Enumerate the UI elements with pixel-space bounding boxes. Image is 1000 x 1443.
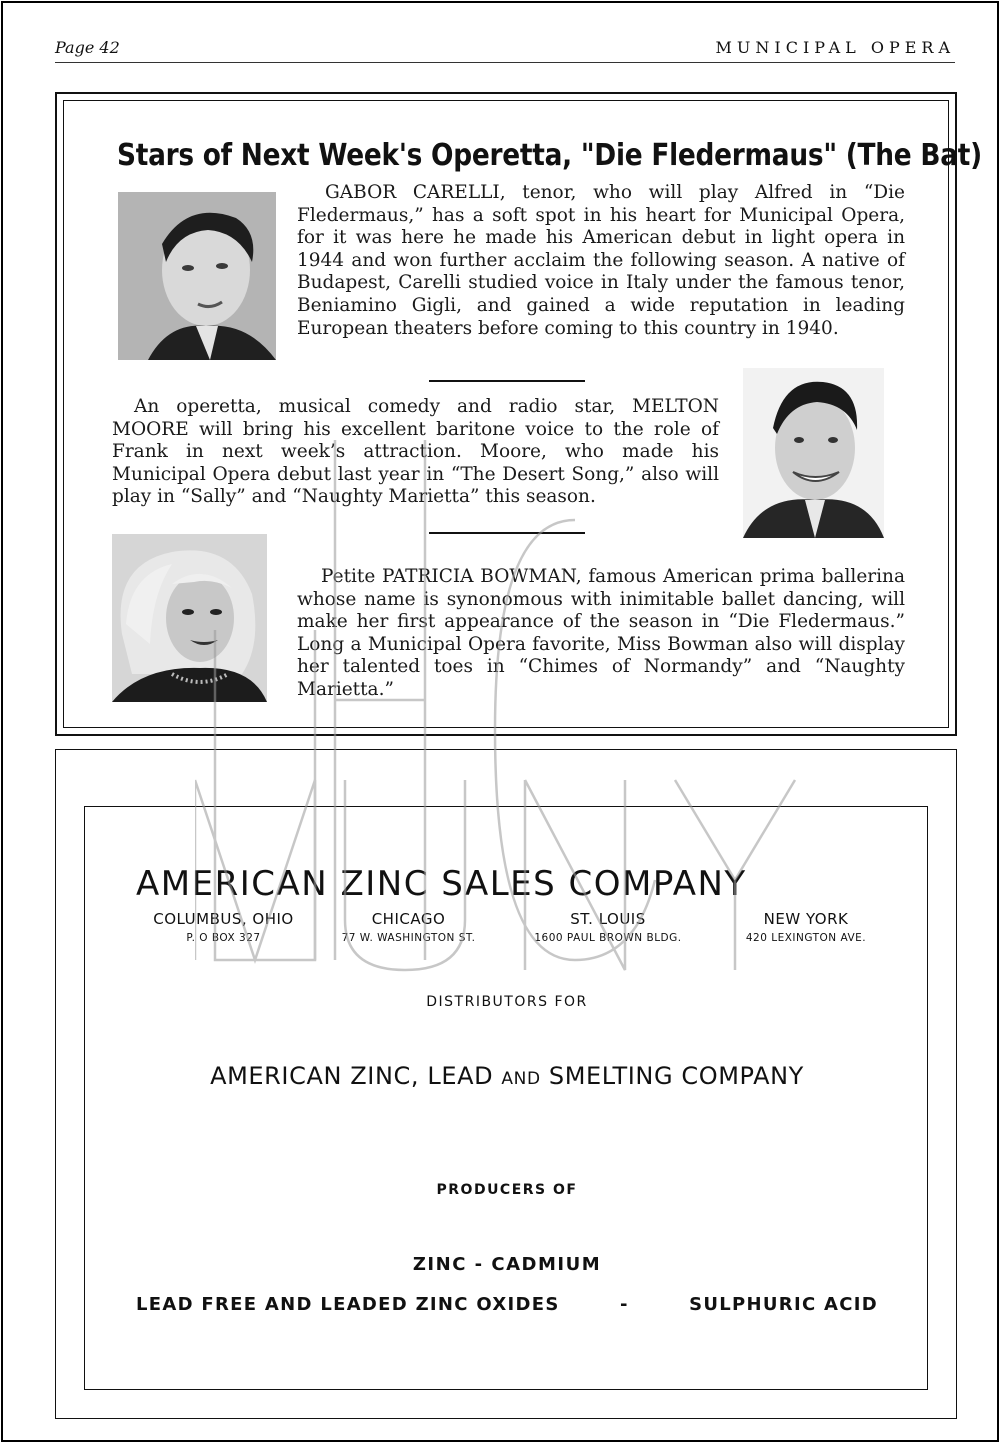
section-divider (429, 380, 585, 382)
office-city: ST. LOUIS (570, 910, 646, 928)
article-heading: Stars of Next Week's Operetta, "Die Fledermaus" (The Bat) (117, 138, 982, 173)
page-number: Page 42 (55, 38, 120, 57)
smelting-name-part2: SMELTING COMPANY (540, 1062, 804, 1090)
portrait-melton-moore (743, 368, 884, 538)
running-header (55, 38, 955, 60)
portrait-patricia-bowman (112, 534, 267, 702)
office-address: 420 LEXINGTON AVE. (745, 932, 867, 944)
publication-title: MUNICIPAL OPERA (715, 38, 955, 57)
ad-company-name: AMERICAN ZINC SALES COMPANY (136, 864, 747, 904)
advertisement-box (55, 749, 957, 1419)
office-address: 1600 PAUL BROWN BLDG. (534, 932, 682, 944)
stars-article-box (55, 92, 982, 736)
portrait-gabor-carelli (118, 192, 276, 360)
smelting-company-name (56, 1062, 958, 1090)
products-line (136, 1294, 878, 1315)
bio-gabor-carelli: GABOR CARELLI, tenor, who will play Alfred in “Die Fledermaus,” has a soft spot in his heart for Municipal Opera, for it was here he made his American debut in light opera in 1944 and won further acclaim the following season. A native of Budapest, Carelli studied voice in Italy under the famous tenor, Beniamino Gigli, and gained a wide reputation in leading European theaters before coming to this country in 1940. (297, 182, 905, 339)
header-rule (55, 62, 955, 63)
office-st-louis (518, 910, 698, 944)
office-columbus (136, 910, 311, 944)
distributors-for-label: DISTRIBUTORS FOR (426, 994, 588, 1010)
office-new-york (726, 910, 886, 944)
office-city: COLUMBUS, OHIO (153, 910, 294, 928)
zinc-cadmium-line: ZINC - CADMIUM (412, 1254, 602, 1275)
sulphuric-acid-product: SULPHURIC ACID (689, 1294, 878, 1315)
smelting-and: AND (501, 1069, 541, 1089)
office-city: NEW YORK (763, 910, 849, 928)
zinc-oxides-product: LEAD FREE AND LEADED ZINC OXIDES (136, 1294, 560, 1315)
producers-of-label: PRODUCERS OF (436, 1182, 578, 1198)
office-address: 77 W. WASHINGTON ST. (341, 932, 476, 944)
bio-melton-moore: An operetta, musical comedy and radio star, MELTON MOORE will bring his excellent baritone voice to the role of Frank in next week’s attraction. Moore, who made his Municipal Opera debut last year in “The Desert Song,” also will play in “Sally” and “Naughty Marietta” this season. (112, 396, 719, 508)
bio-patricia-bowman: Petite PATRICIA BOWMAN, famous American prima ballerina whose name is synonomous with inimitable ballet dancing, will make her first appearance of the season in “Die Fledermaus.” Long a Municipal Opera favorite, Miss Bowman also will display her talented toes in “Chimes of Normandy” and “Naughty Marietta.” (297, 566, 905, 700)
office-chicago (321, 910, 496, 944)
section-divider (429, 532, 585, 534)
office-city: CHICAGO (371, 910, 446, 928)
office-address: P. O BOX 327 (186, 932, 261, 944)
smelting-name-part1: AMERICAN ZINC, LEAD (210, 1062, 502, 1090)
products-separator: - (619, 1294, 629, 1315)
